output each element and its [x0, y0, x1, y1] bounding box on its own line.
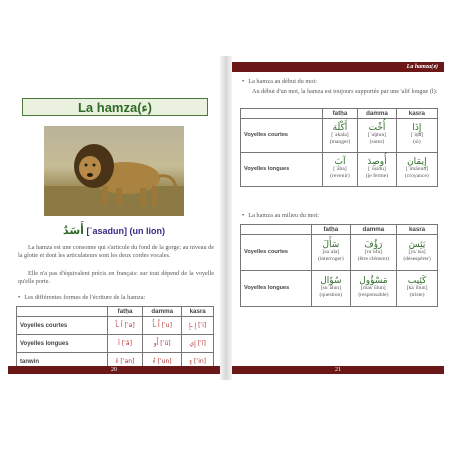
table-cell: [322, 119, 358, 153]
left-page: [8, 56, 220, 380]
header-cell: [241, 109, 323, 119]
bullet-forms: • Les différentes formes de l'écriture de la hamza:: [18, 294, 216, 302]
meaning: (responsable): [358, 292, 389, 298]
arabic-word: آبَ: [334, 157, 346, 167]
row-label: tanwin: [17, 353, 108, 371]
row-label: Voyelles longues: [17, 335, 108, 353]
header-cell: fatḥa: [108, 307, 143, 317]
arabic-word: سَأَلَ: [322, 240, 340, 250]
transliteration: [ʾiḏā]: [410, 132, 424, 138]
table-header-row: [241, 109, 438, 119]
table-cell: ءٌ [ʾun]: [143, 353, 182, 371]
table-cell: [350, 271, 396, 307]
table-cell: [322, 153, 358, 187]
table-row: [241, 119, 438, 153]
row-label: Voyelles courtes: [17, 317, 108, 335]
table-row: [241, 235, 438, 271]
meaning: (je ferme): [365, 173, 389, 179]
row-label: Voyelles courtes: [241, 119, 323, 153]
table-cell: آ [ʾā]: [108, 335, 143, 353]
meaning: (revenir): [330, 173, 350, 179]
title-text: La hamza(ء): [77, 100, 153, 115]
row-label: Voyelles longues: [241, 271, 312, 307]
row-label: Voyelles courtes: [241, 235, 312, 271]
caption-arabic: أَسَدٌ: [63, 224, 84, 237]
meaning: (croyance): [404, 173, 429, 179]
meaning: (être clément): [357, 256, 389, 262]
table-header-row: [17, 307, 214, 317]
table-row: [17, 317, 214, 335]
meaning: (interroger): [317, 256, 344, 262]
arabic-word: كَئِيب: [407, 276, 427, 286]
header-cell: kasra: [396, 109, 437, 119]
table-cell: [358, 153, 396, 187]
arabic-word: إِذَا: [412, 123, 422, 133]
arabic-word: سُؤَال: [320, 276, 342, 286]
header-text: La hamza(ء): [406, 64, 438, 70]
table-cell: إِي [ʾī]: [182, 335, 214, 353]
paragraph-definition: La hamza est une consonne qui s'articule du fond de la gorge; au niveau de la glotte et dont les articulateurs sont les deux cordes vocales.: [18, 244, 214, 259]
table-cell: أُو [ʾū]: [143, 335, 182, 353]
header-cell: kasra: [397, 225, 438, 235]
header-cell: damma: [358, 109, 396, 119]
table-cell: أَ ـأَ [ʾa]: [108, 317, 143, 335]
page-title: [22, 98, 208, 116]
bullet-middle-of-word: • La hamza au milieu du mot:: [242, 212, 440, 220]
header-cell: [241, 225, 312, 235]
row-label: Voyelles longues: [241, 153, 323, 187]
header-cell: damma: [143, 307, 182, 317]
right-page: [232, 56, 444, 380]
table-cell: [358, 119, 396, 153]
header-cell: [17, 307, 108, 317]
bullet-start-of-word: • La hamza au début du mot:: [242, 78, 440, 86]
table-cell: إِ ـإِ [ʾi]: [182, 317, 214, 335]
transliteration: [yaʾisa]: [408, 249, 426, 255]
header-cell: fatḥa: [312, 225, 351, 235]
arabic-word: رَؤُفَ: [364, 240, 383, 250]
middle-word-table: [240, 224, 438, 307]
hamza-forms-table: [16, 306, 214, 371]
page-footer: [232, 366, 444, 374]
table-cell: [396, 153, 437, 187]
arabic-word: أُخْت: [368, 123, 386, 133]
arabic-word: إِيمَان: [407, 157, 427, 167]
arabic-word: مَسْؤُول: [359, 276, 388, 286]
table-cell: ءً [ʾan]: [108, 353, 143, 371]
image-caption: [8, 224, 220, 237]
arabic-word: أَكْلَة: [332, 123, 348, 133]
book-spine: [220, 56, 232, 380]
table-row: [17, 335, 214, 353]
meaning: (question): [319, 292, 343, 298]
transliteration: [ʾūṣidu]: [368, 166, 386, 172]
page-number: 20: [111, 367, 117, 373]
arabic-word: أُوصِدَ: [367, 157, 387, 167]
table-row: [241, 271, 438, 307]
transliteration: [ʾakala]: [331, 132, 349, 138]
transliteration: [saʾala]: [322, 249, 340, 255]
header-cell: fatḥa: [322, 109, 358, 119]
running-header: [232, 62, 444, 72]
lion-photo: [44, 126, 184, 216]
table-cell: [397, 235, 438, 271]
table-cell: [397, 271, 438, 307]
start-word-table: [240, 108, 438, 187]
meaning: (si): [413, 139, 421, 145]
transliteration: [ʾāba]: [333, 166, 347, 172]
arabic-word: يَئِسَ: [408, 240, 426, 250]
paragraph-start-rule: Au début d'un mot, la hamza est toujours supportée par une 'alif longue (ا):: [252, 88, 438, 95]
transliteration: [ʾuḫtun]: [367, 132, 387, 138]
meaning: (sœur): [369, 139, 385, 145]
table-cell: [312, 271, 351, 307]
page-footer: [8, 366, 220, 374]
meaning: (manger): [329, 139, 351, 145]
page-number: 21: [335, 367, 341, 373]
caption-text: [ʾasadun] (un lion): [86, 226, 165, 236]
table-cell: [350, 235, 396, 271]
table-cell: [312, 235, 351, 271]
transliteration: [masʾūlun]: [361, 285, 386, 291]
table-cell: [396, 119, 437, 153]
transliteration: [ʾīmānun]: [405, 166, 429, 172]
table-header-row: [241, 225, 438, 235]
transliteration: [raʾufa]: [364, 249, 382, 255]
header-cell: damma: [350, 225, 396, 235]
table-row: [241, 153, 438, 187]
table-cell: ءٍ [ʾin]: [182, 353, 214, 371]
meaning: (désespérer): [403, 256, 431, 262]
transliteration: [suʾālun]: [320, 285, 341, 291]
header-cell: kasra: [182, 307, 214, 317]
paragraph-equivalent: Elle n'a pas d'équivalent précis en français: sur tout dépend de la voyelle qu'elle porte.: [18, 270, 214, 285]
transliteration: [kaʾībun]: [406, 285, 428, 291]
meaning: (triste): [409, 292, 425, 298]
table-cell: أُ ـأُ [ʾu]: [143, 317, 182, 335]
